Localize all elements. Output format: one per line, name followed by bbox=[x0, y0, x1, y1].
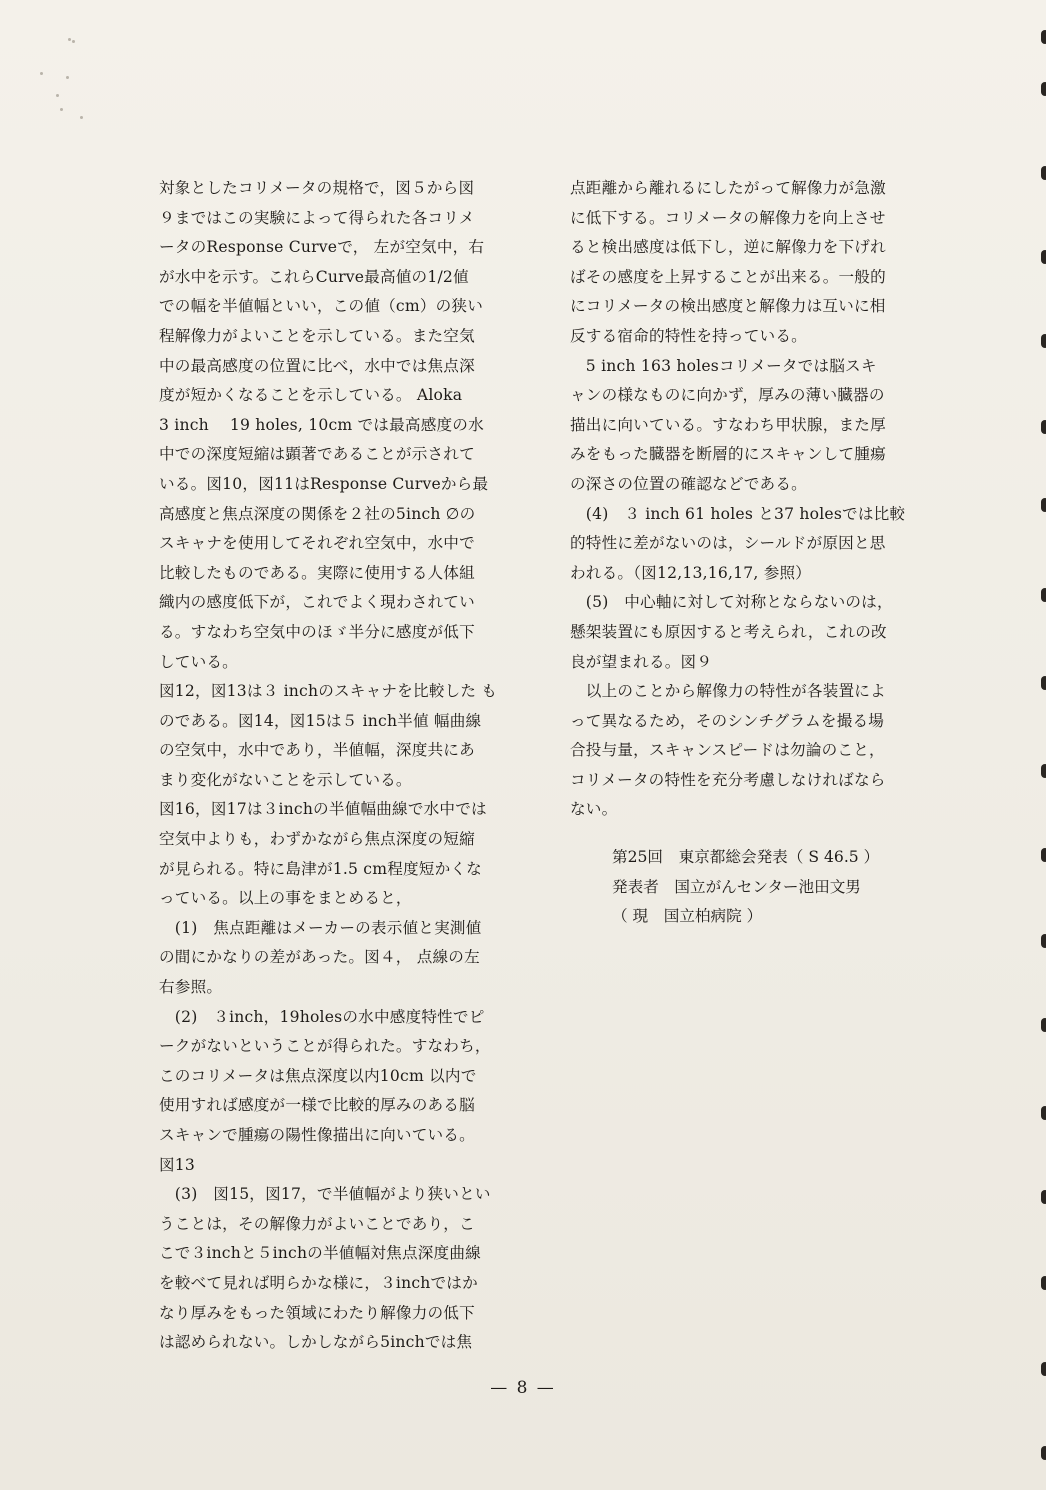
text-line: る。すなわち空気中のほゞ半分に感度が低下 bbox=[159, 622, 475, 641]
text-line: 図13 bbox=[159, 1155, 196, 1174]
text-line: 使用すれば感度が一様で比較的厚みのある脳 bbox=[159, 1096, 475, 1115]
text-line: 合投与量，スキャンスピードは勿論のこと， bbox=[570, 741, 885, 760]
text-line: ９まではこの実験によって得られた各コリメ bbox=[159, 208, 475, 227]
text-line: うことは，その解像力がよいことであり，こ bbox=[159, 1214, 475, 1233]
text-line: 点距離から離れるにしたがって解像力が急激 bbox=[570, 179, 886, 197]
left-text-column bbox=[159, 174, 524, 1358]
text-line: われる。（図12,13,16,17, 参照） bbox=[570, 563, 812, 582]
text-line: のである。図14，図15は５ inch半値 幅曲線 bbox=[159, 711, 482, 730]
credit-line: （ 現 国立柏病院 ） bbox=[612, 907, 763, 926]
text-line: 描出に向いている。すなわち甲状腺，また厚 bbox=[570, 415, 886, 434]
text-line: は認められない。しかしながら5inchでは焦 bbox=[159, 1333, 473, 1352]
text-line: みをもった臓器を断層的にスキャンして腫瘍 bbox=[570, 445, 886, 464]
text-line: 高感度と焦点深度の関係を２社の5inch ∅の bbox=[159, 504, 476, 523]
text-line: まり変化がないことを示している。 bbox=[159, 770, 412, 789]
text-line: スキャナを使用してそれぞれ空気中，水中で bbox=[159, 534, 475, 553]
text-line: が見られる。特に島津が1.5 cm程度短かくな bbox=[159, 859, 482, 878]
text-line: って異なるため，そのシンチグラムを撮る場 bbox=[570, 711, 885, 730]
text-line: ると検出感度は低下し，逆に解像力を下げれ bbox=[570, 238, 886, 257]
paper-specks bbox=[40, 20, 100, 130]
text-line: の空気中，水中であり，半値幅，深度共にあ bbox=[159, 741, 475, 760]
text-line: 右参照。 bbox=[159, 978, 223, 997]
credit-line: 発表者 国立がんセンター池田文男 bbox=[612, 877, 861, 896]
binding-holes bbox=[1036, 0, 1046, 1490]
text-line: に低下する。コリメータの解像力を向上させ bbox=[570, 208, 886, 227]
text-line: 良が望まれる。図９ bbox=[570, 652, 713, 671]
text-line: ータのResponse Curveで， 左が空気中，右 bbox=[159, 238, 485, 257]
text-line: (3) 図15，図17，で半値幅がより狭いとい bbox=[159, 1185, 491, 1204]
text-line: 程解像力がよいことを示している。また空気 bbox=[159, 326, 475, 345]
text-line: 中での深度短縮は顕著であることが示されて bbox=[159, 445, 475, 464]
text-line: 図12，図13は３ inchのスキャナを比較した も bbox=[159, 682, 498, 701]
text-line: このコリメータは焦点深度以内10cm 以内で bbox=[159, 1066, 477, 1085]
credit-line: 第25回 東京都総会発表（ S 46.5 ） bbox=[612, 848, 880, 866]
page-number: — 8 — bbox=[490, 1378, 556, 1398]
text-line: っている。以上の事をまとめると， bbox=[159, 889, 412, 908]
text-line: ばその感度を上昇することが出来る。一般的 bbox=[570, 267, 886, 286]
text-line: ークがないということが得られた。すなわち， bbox=[159, 1037, 491, 1056]
text-line: 空気中よりも，わずかながら焦点深度の短縮 bbox=[159, 830, 475, 849]
text-line: 対象としたコリメータの規格で，図５から図 bbox=[159, 179, 475, 197]
text-line: ない。 bbox=[570, 800, 618, 819]
text-line: (5) 中心軸に対して対称とならないのは， bbox=[570, 593, 893, 612]
text-line: 以上のことから解像力の特性が各装置によ bbox=[570, 682, 886, 701]
text-line: こで３inchと５inchの半値幅対焦点深度曲線 bbox=[159, 1244, 481, 1263]
text-line: 織内の感度低下が，これでよく現わされてい bbox=[159, 593, 475, 612]
text-line: にコリメータの検出感度と解像力は互いに相 bbox=[570, 297, 886, 316]
text-line: の間にかなりの差があった。図４， 点線の左 bbox=[159, 948, 480, 967]
text-line: 5 inch 163 holesコリメータでは脳スキ bbox=[570, 356, 877, 375]
text-line: が水中を示す。これらCurve最高値の1/2値 bbox=[159, 267, 469, 286]
text-line: コリメータの特性を充分考慮しなければなら bbox=[570, 770, 886, 789]
text-line: 中の最高感度の位置に比べ，水中では焦点深 bbox=[159, 356, 475, 375]
text-line: スキャンで腫瘍の陽性像描出に向いている。 bbox=[159, 1126, 475, 1144]
text-line: 図16，図17は３inchの半値幅曲線で水中では bbox=[159, 800, 487, 819]
text-line: での幅を半値幅といい，この値（cm）の狭い bbox=[159, 297, 484, 316]
text-line: 反する宿命的特性を持っている。 bbox=[570, 326, 807, 345]
text-line: ャンの様なものに向かず，厚みの薄い臓器の bbox=[570, 386, 885, 405]
text-line: 度が短かくなることを示している。 Aloka bbox=[159, 386, 463, 405]
right-text-column bbox=[570, 174, 935, 825]
text-line: (4) ３ inch 61 holes と37 holesでは比較 bbox=[570, 504, 906, 523]
text-line: なり厚みをもった領域にわたり解像力の低下 bbox=[159, 1303, 475, 1322]
text-line: (2) ３inch，19holesの水中感度特性でピ bbox=[159, 1007, 485, 1026]
text-line: を較べて見れば明らかな様に，３inchではか bbox=[159, 1273, 478, 1292]
text-line: 的特性に差がないのは，シールドが原因と思 bbox=[570, 534, 886, 553]
text-line: いる。図10，図11はResponse Curveから最 bbox=[159, 474, 489, 493]
text-line: 3 inch 19 holes, 10cm では最高感度の水 bbox=[159, 415, 484, 434]
text-line: (1) 焦点距離はメーカーの表示値と実測値 bbox=[159, 918, 482, 937]
text-line: 比較したものである。実際に使用する人体組 bbox=[159, 563, 475, 582]
presentation-credits bbox=[612, 843, 932, 932]
text-line: 懸架装置にも原因すると考えられ，これの改 bbox=[570, 622, 887, 641]
text-line: の深さの位置の確認などである。 bbox=[570, 474, 807, 493]
text-line: している。 bbox=[159, 652, 238, 671]
